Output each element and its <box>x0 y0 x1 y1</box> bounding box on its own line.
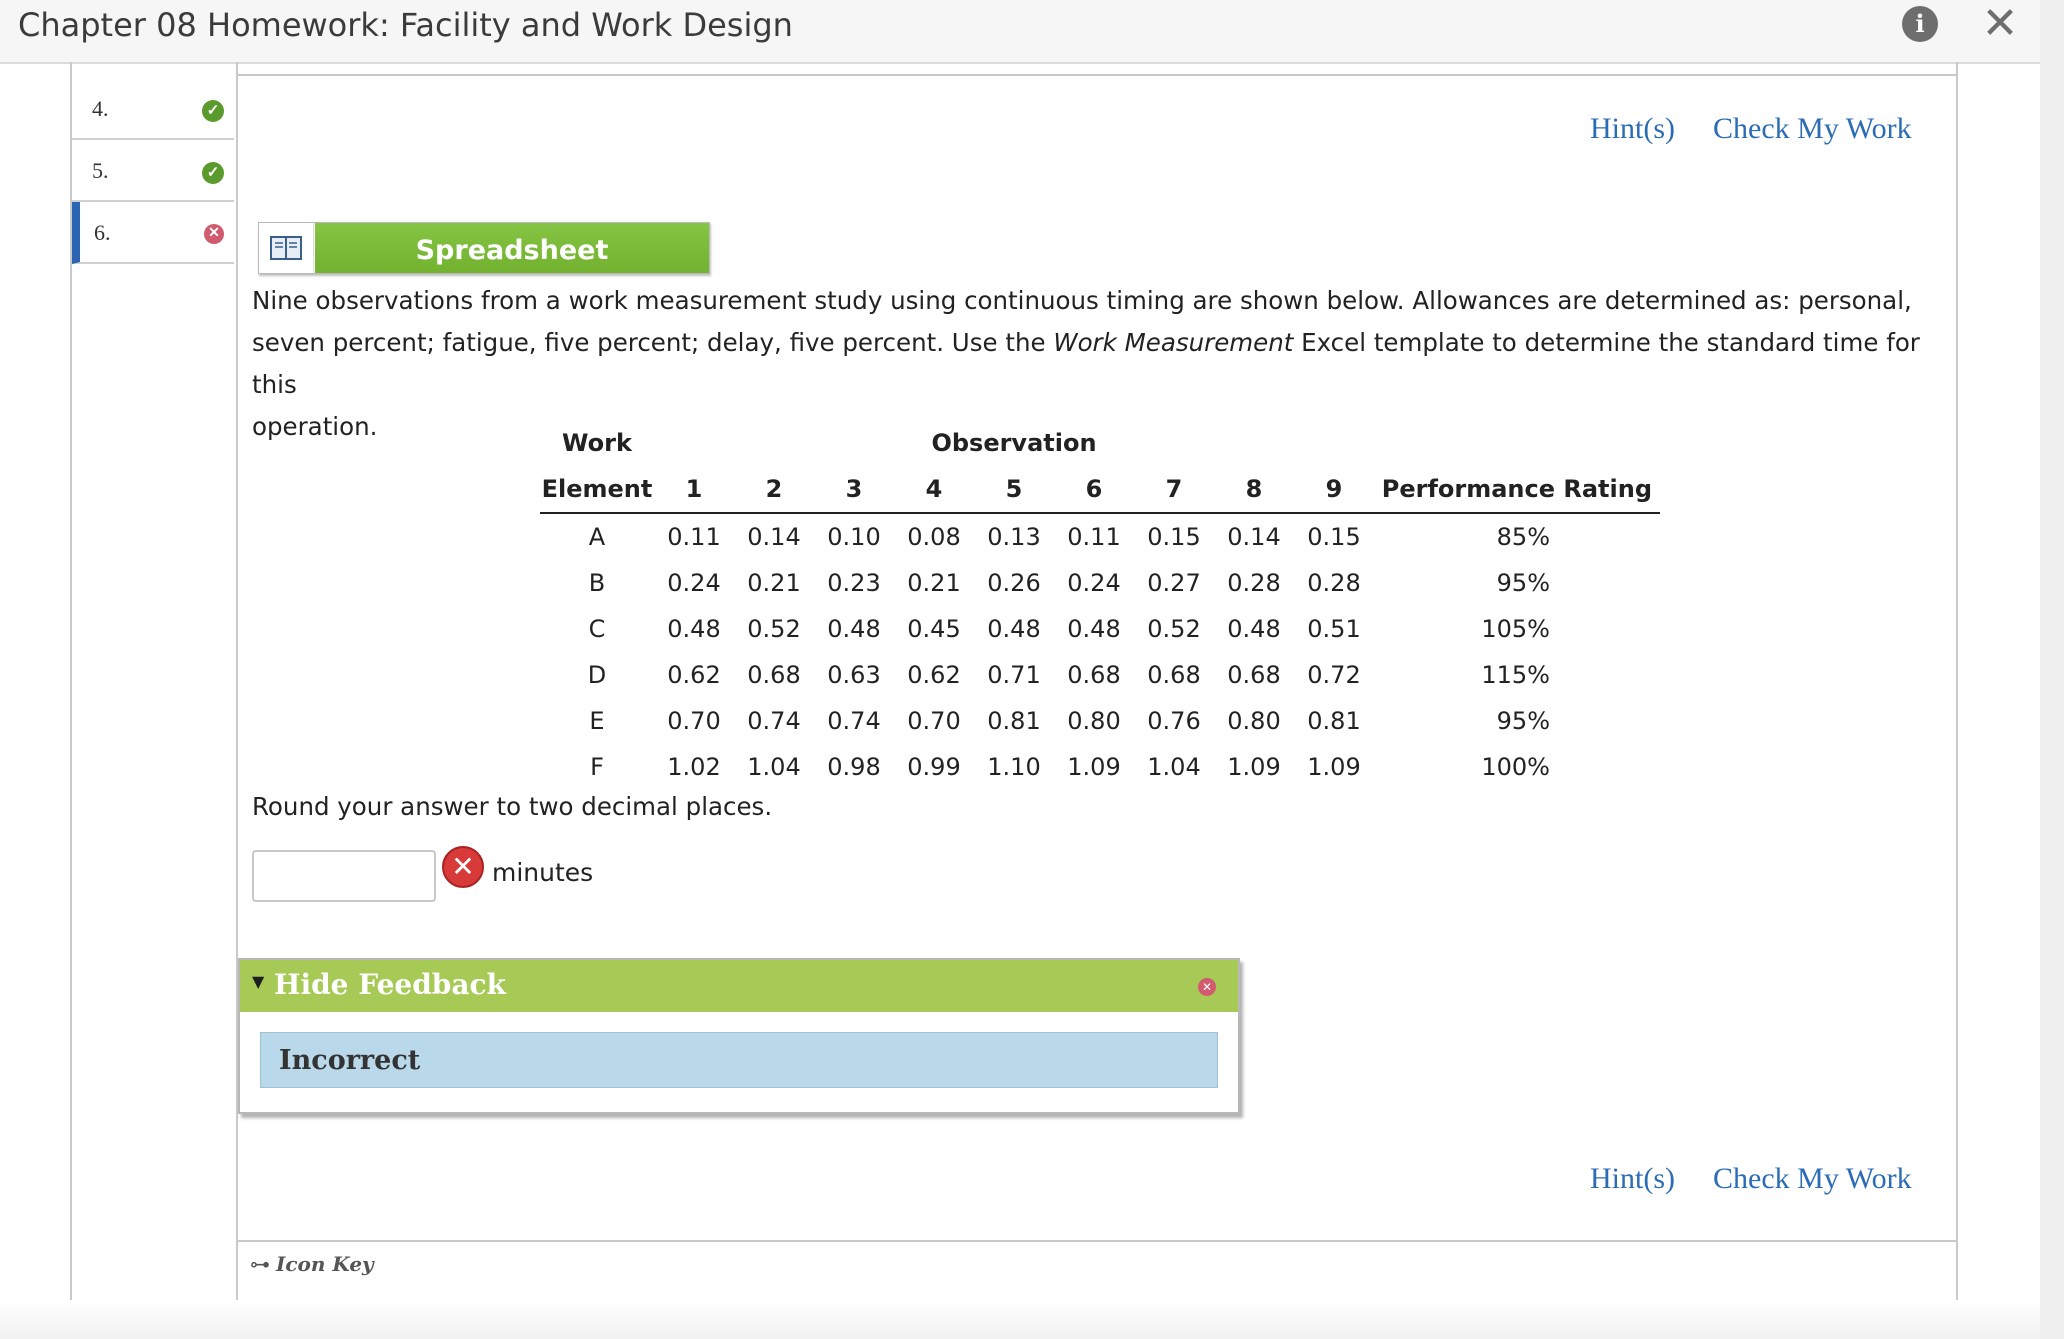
hints-link-bottom[interactable]: Hint(s) <box>1590 1162 1675 1195</box>
observation-cell: 0.76 <box>1147 707 1201 735</box>
element-label: A <box>588 523 606 551</box>
observation-cell: 0.21 <box>747 569 801 597</box>
question-line-3: operation. <box>252 412 378 441</box>
observation-cell: 0.14 <box>747 523 801 551</box>
table-row <box>540 560 1660 606</box>
observation-cell: 0.62 <box>667 661 721 689</box>
book-icon <box>259 223 314 273</box>
observation-cell: 0.08 <box>907 523 961 551</box>
header-work: Work <box>562 429 632 457</box>
check-my-work-link-bottom[interactable]: Check My Work <box>1713 1162 1912 1195</box>
scrollbar[interactable] <box>2040 0 2064 1339</box>
observation-cell: 0.98 <box>827 753 881 781</box>
observation-cell: 0.28 <box>1227 569 1281 597</box>
feedback-result <box>260 1032 1218 1088</box>
observation-cell: 0.68 <box>1227 661 1281 689</box>
observation-cell: 0.62 <box>907 661 961 689</box>
content-top-border <box>236 74 1958 76</box>
observation-cell: 0.72 <box>1307 661 1361 689</box>
question-line-2: seven percent; fatigue, five percent; delay, five percent. Use the Work Measurement Excel template to determine the standard time for this <box>252 328 1920 399</box>
table-row <box>540 698 1660 744</box>
performance-rating-cell: 95% <box>1496 707 1550 735</box>
observation-cell: 0.13 <box>987 523 1041 551</box>
answer-input[interactable] <box>252 850 436 902</box>
observation-cell: 0.48 <box>827 615 881 643</box>
observation-cell: 0.11 <box>1067 523 1121 551</box>
observation-cell: 1.09 <box>1067 753 1121 781</box>
element-label: B <box>588 569 606 597</box>
close-icon[interactable]: ✕ <box>1981 0 2019 49</box>
observation-cell: 0.14 <box>1227 523 1281 551</box>
observation-cell: 0.48 <box>667 615 721 643</box>
observation-cell: 0.68 <box>747 661 801 689</box>
observation-cell: 0.11 <box>667 523 721 551</box>
observation-cell: 0.70 <box>667 707 721 735</box>
observation-cell: 0.21 <box>907 569 961 597</box>
observation-cell: 0.45 <box>907 615 961 643</box>
feedback-header[interactable] <box>240 960 1238 1012</box>
performance-rating-cell: 100% <box>1481 753 1550 781</box>
performance-rating-cell: 95% <box>1496 569 1550 597</box>
round-instruction: Round your answer to two decimal places. <box>252 792 773 821</box>
observation-cell: 0.81 <box>1307 707 1361 735</box>
observation-cell: 0.68 <box>1147 661 1201 689</box>
check-icon: ✓ <box>202 100 224 122</box>
observation-cell: 1.04 <box>1147 753 1201 781</box>
performance-rating-cell: 105% <box>1481 615 1550 643</box>
element-label: F <box>590 753 604 781</box>
header-observation-5: 5 <box>974 466 1054 513</box>
triangle-down-icon: ▼ <box>252 972 265 991</box>
observation-table <box>540 420 1660 790</box>
header-observation-4: 4 <box>894 466 974 513</box>
header-element: Element <box>540 466 654 513</box>
observation-cell: 0.48 <box>1227 615 1281 643</box>
question-nav-item-4[interactable] <box>72 78 234 140</box>
question-nav-item-6[interactable] <box>72 202 234 264</box>
observation-cell: 0.71 <box>987 661 1041 689</box>
observation-cell: 1.10 <box>987 753 1041 781</box>
header-performance-rating: Performance Rating <box>1374 466 1660 513</box>
header-observation-3: 3 <box>814 466 894 513</box>
observation-cell: 0.10 <box>827 523 881 551</box>
key-icon: ⊶ <box>250 1252 270 1276</box>
observation-cell: 0.51 <box>1307 615 1361 643</box>
question-line-1: Nine observations from a work measurement study using continuous timing are shown below. Allowances are determined as: personal, <box>252 286 1912 315</box>
frame-right <box>1956 62 1958 1339</box>
observation-cell: 0.52 <box>747 615 801 643</box>
observation-cell: 0.70 <box>907 707 961 735</box>
performance-rating-cell: 115% <box>1481 661 1550 689</box>
observation-cell: 0.48 <box>987 615 1041 643</box>
element-label: C <box>588 615 606 643</box>
spreadsheet-button[interactable] <box>258 222 710 274</box>
question-number: 5. <box>92 158 109 183</box>
icon-key-label: Icon Key <box>276 1252 374 1276</box>
observation-cell: 0.48 <box>1067 615 1121 643</box>
check-my-work-link-top[interactable]: Check My Work <box>1713 112 1912 145</box>
observation-cell: 0.28 <box>1307 569 1361 597</box>
observation-cell: 0.63 <box>827 661 881 689</box>
table-row <box>540 652 1660 698</box>
observation-cell: 0.24 <box>667 569 721 597</box>
observation-cell: 0.15 <box>1307 523 1361 551</box>
observation-cell: 0.74 <box>827 707 881 735</box>
answer-unit: minutes <box>492 858 594 887</box>
observation-cell: 0.74 <box>747 707 801 735</box>
header-observation-1: 1 <box>654 466 734 513</box>
header-observation-2: 2 <box>734 466 814 513</box>
question-number: 6. <box>94 220 111 245</box>
error-icon: ✕ <box>442 846 484 888</box>
check-icon: ✓ <box>202 162 224 184</box>
header-observation-7: 7 <box>1134 466 1214 513</box>
header-observation-9: 9 <box>1294 466 1374 513</box>
question-nav-item-5[interactable] <box>72 140 234 202</box>
table-header-row-1 <box>540 420 1660 466</box>
content-bottom-border <box>236 1240 1958 1242</box>
observation-cell: 0.99 <box>907 753 961 781</box>
hints-link-top[interactable]: Hint(s) <box>1590 112 1675 145</box>
observation-cell: 1.09 <box>1227 753 1281 781</box>
observation-cell: 1.04 <box>747 753 801 781</box>
table-row <box>540 513 1660 560</box>
observation-cell: 0.26 <box>987 569 1041 597</box>
table-header-row-2 <box>540 466 1660 513</box>
observation-cell: 0.24 <box>1067 569 1121 597</box>
table-row <box>540 606 1660 652</box>
bottom-shade <box>0 1300 2040 1339</box>
feedback-result-text: Incorrect <box>279 1045 421 1076</box>
element-label: D <box>587 661 607 689</box>
frame-divider <box>236 62 238 1339</box>
table-row <box>540 744 1660 790</box>
info-icon[interactable]: i <box>1902 6 1938 42</box>
header-observation-8: 8 <box>1214 466 1294 513</box>
feedback-panel <box>238 958 1240 1114</box>
observation-cell: 1.09 <box>1307 753 1361 781</box>
observation-cell: 0.80 <box>1067 707 1121 735</box>
spreadsheet-label: Spreadsheet <box>315 223 709 273</box>
close-icon[interactable]: ✕ <box>1198 978 1216 996</box>
observation-cell: 0.81 <box>987 707 1041 735</box>
header-observation-6: 6 <box>1054 466 1134 513</box>
performance-rating-cell: 85% <box>1496 523 1550 551</box>
title-bar <box>0 0 2040 64</box>
window-title: Chapter 08 Homework: Facility and Work Design <box>18 6 793 44</box>
header-observation: Observation <box>931 429 1097 457</box>
hide-feedback-toggle[interactable]: Hide Feedback <box>274 968 506 1001</box>
question-number: 4. <box>92 96 109 121</box>
observation-cell: 0.52 <box>1147 615 1201 643</box>
error-icon: ✕ <box>204 224 224 244</box>
observation-cell: 0.27 <box>1147 569 1201 597</box>
element-label: E <box>589 707 605 735</box>
observation-cell: 0.15 <box>1147 523 1201 551</box>
icon-key[interactable] <box>250 1252 374 1276</box>
observation-cell: 0.68 <box>1067 661 1121 689</box>
observation-cell: 0.80 <box>1227 707 1281 735</box>
observation-cell: 1.02 <box>667 753 721 781</box>
observation-cell: 0.23 <box>827 569 881 597</box>
